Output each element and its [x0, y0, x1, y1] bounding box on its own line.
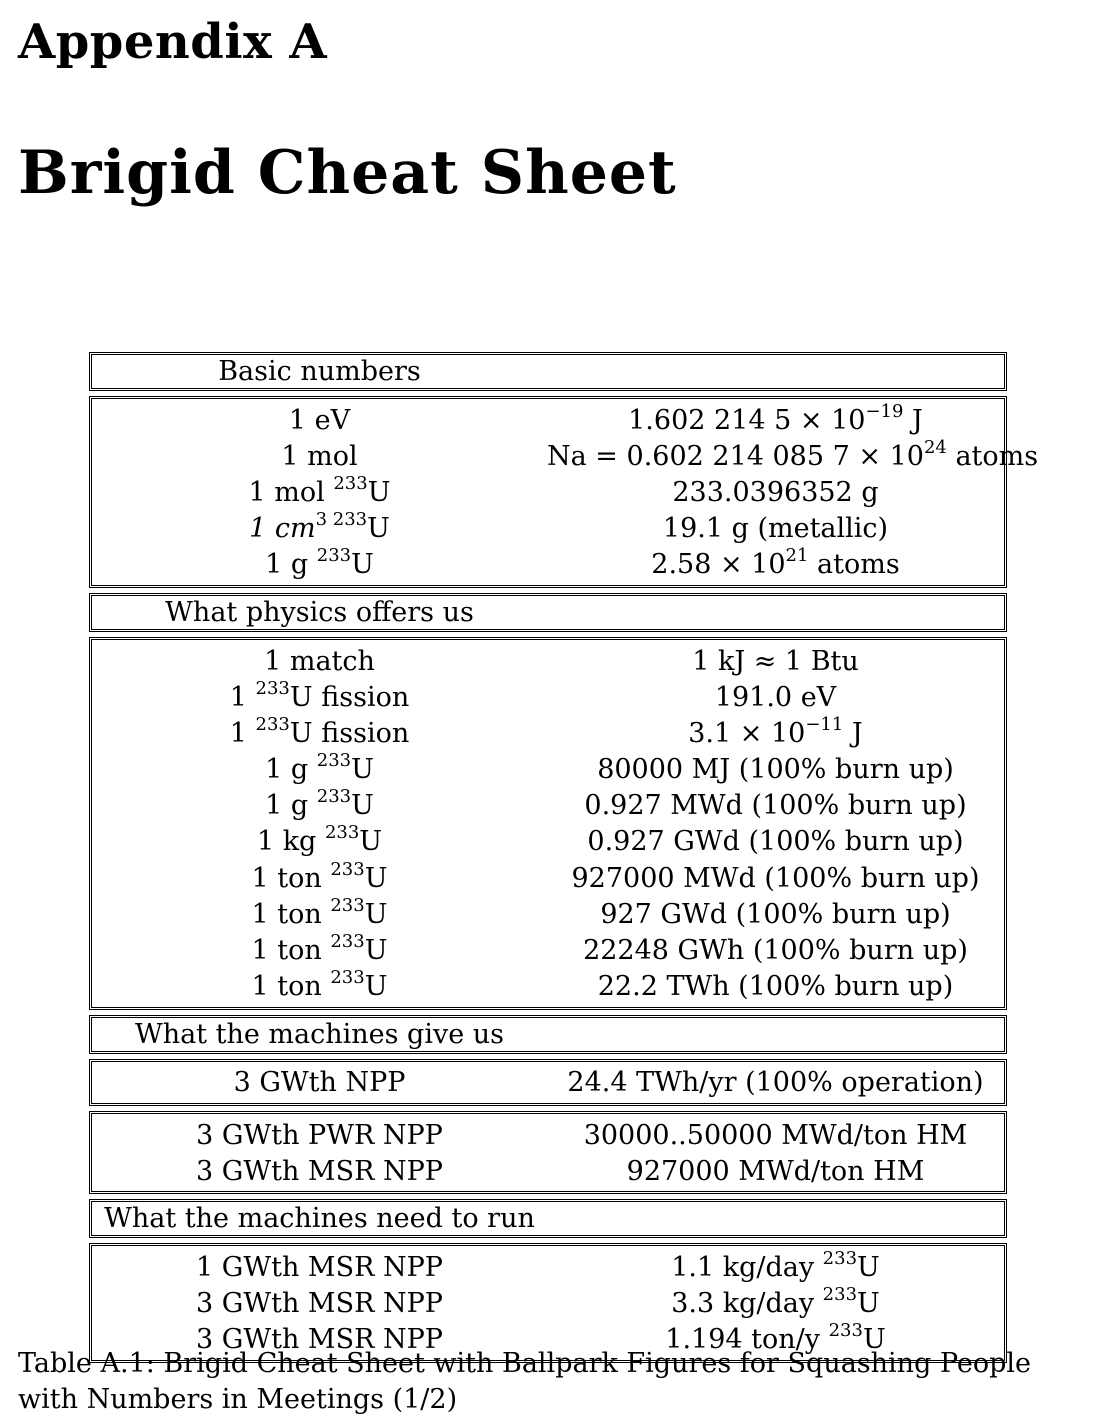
section-machines-a	[89, 1059, 1007, 1106]
table-row	[92, 969, 1004, 1005]
row-value: 1.194 ton/y $^{233}$U	[665, 1320, 886, 1356]
table-row	[92, 474, 1004, 510]
page-title: Brigid Cheat Sheet	[18, 138, 677, 208]
table-row	[92, 932, 1004, 968]
row-quantity: 1 ton $^{233}$U	[251, 931, 388, 967]
row-value: 191.0 eV	[714, 681, 837, 713]
row-value: 233.0396352 g	[672, 476, 879, 508]
row-quantity: 3 GWth NPP	[233, 1067, 406, 1099]
table-row	[92, 752, 1004, 788]
table-row	[92, 436, 1039, 474]
section-machines-b	[89, 1111, 1007, 1194]
section-header-label: Basic numbers	[218, 356, 421, 387]
row-quantity: 1 eV	[288, 404, 351, 436]
section-header-machines	[89, 1015, 1007, 1054]
row-quantity: 1 g $^{233}$U	[265, 545, 374, 581]
table-row	[92, 860, 1004, 896]
row-value: 1.602 214 $5 \times 10^{-19}$ J	[628, 400, 923, 436]
row-value: 30000..50000 MWd/ton HM	[583, 1119, 968, 1151]
section-need	[89, 1243, 1007, 1363]
table-row	[92, 1065, 1004, 1101]
table-row	[92, 1286, 1004, 1322]
table-row	[92, 1153, 1004, 1189]
row-quantity: 1 $^{233}$U fission	[229, 677, 410, 713]
table-row	[92, 1117, 1004, 1153]
row-value: 80000 MJ (100% burn up)	[597, 754, 954, 786]
row-value: Na = 0.602 214 085 $7 \times 10^{24}$ atoms	[547, 436, 1039, 472]
table-row	[92, 511, 1004, 547]
row-value: 22.2 TWh (100% burn up)	[597, 971, 954, 1003]
table-row	[92, 547, 1004, 583]
row-quantity: 1 g $^{233}$U	[265, 786, 374, 822]
row-quantity: 3 GWth PWR NPP	[196, 1119, 443, 1151]
row-value: 0.927 MWd (100% burn up)	[584, 790, 967, 822]
row-value: 0.927 GWd (100% burn up)	[587, 826, 964, 858]
row-quantity: 1 kg $^{233}$U	[256, 822, 383, 858]
row-quantity: 3 GWth MSR NPP	[196, 1288, 443, 1320]
row-value: 3.3 kg/day $^{233}$U	[671, 1284, 880, 1320]
section-header-label: What physics offers us	[165, 596, 474, 628]
row-quantity: 1 ton $^{233}$U	[251, 894, 388, 930]
table-row	[92, 643, 1004, 679]
row-value: 927000 MWd (100% burn up)	[571, 862, 980, 894]
row-quantity: 1 GWth MSR NPP	[196, 1251, 443, 1283]
row-quantity: 3 GWth MSR NPP	[196, 1324, 443, 1356]
section-header-basic	[89, 352, 1007, 391]
table-row	[92, 402, 1004, 438]
row-quantity: 1 $cm^{3 233}U$	[249, 509, 390, 545]
row-value: 1.1 kg/day $^{233}$U	[671, 1247, 880, 1283]
section-basic	[89, 396, 1039, 588]
section-physics	[89, 637, 1007, 1010]
table-caption: Table A.1: Brigid Cheat Sheet with Ballpark Figures for Squashing People with Numbers in Meetings (1/2)	[18, 1348, 1032, 1415]
section-header-physics	[89, 593, 1007, 632]
table-row	[92, 1249, 1004, 1285]
section-header-label: What the machines need to run	[104, 1203, 535, 1235]
row-quantity: 1 $^{233}$U fission	[229, 713, 410, 749]
row-value: $2.58 \times 10^{21}$ atoms	[651, 545, 900, 581]
appendix-label: Appendix A	[18, 14, 328, 70]
row-quantity: 1 mol	[281, 440, 358, 472]
table-row	[92, 679, 1004, 715]
row-value: 24.4 TWh/yr (100% operation)	[567, 1067, 984, 1099]
section-header-label: What the machines give us	[134, 1018, 505, 1050]
row-value: $3.1 \times 10^{-11}$ J	[688, 713, 863, 749]
row-quantity: 1 mol $^{233}$U	[248, 472, 391, 508]
row-value: 22248 GWh (100% burn up)	[583, 935, 968, 967]
row-value: 927000 MWd/ton HM	[626, 1155, 925, 1187]
row-quantity: 1 ton $^{233}$U	[251, 858, 388, 894]
row-value: 927 GWd (100% burn up)	[600, 898, 951, 930]
row-value: 1 kJ ≈ 1 Btu	[692, 645, 859, 677]
row-quantity: 3 GWth MSR NPP	[196, 1155, 443, 1187]
row-quantity: 1 g $^{233}$U	[265, 750, 374, 786]
cheat-sheet-table	[89, 352, 1039, 1363]
row-quantity: 1 ton $^{233}$U	[251, 967, 388, 1003]
table-row	[92, 715, 1004, 751]
table-row	[92, 788, 1004, 824]
row-quantity: 1 match	[264, 645, 375, 677]
table-row	[92, 824, 1004, 860]
row-value: 19.1 g (metallic)	[662, 513, 889, 545]
table-row	[92, 896, 1004, 932]
section-header-need	[89, 1199, 1007, 1238]
